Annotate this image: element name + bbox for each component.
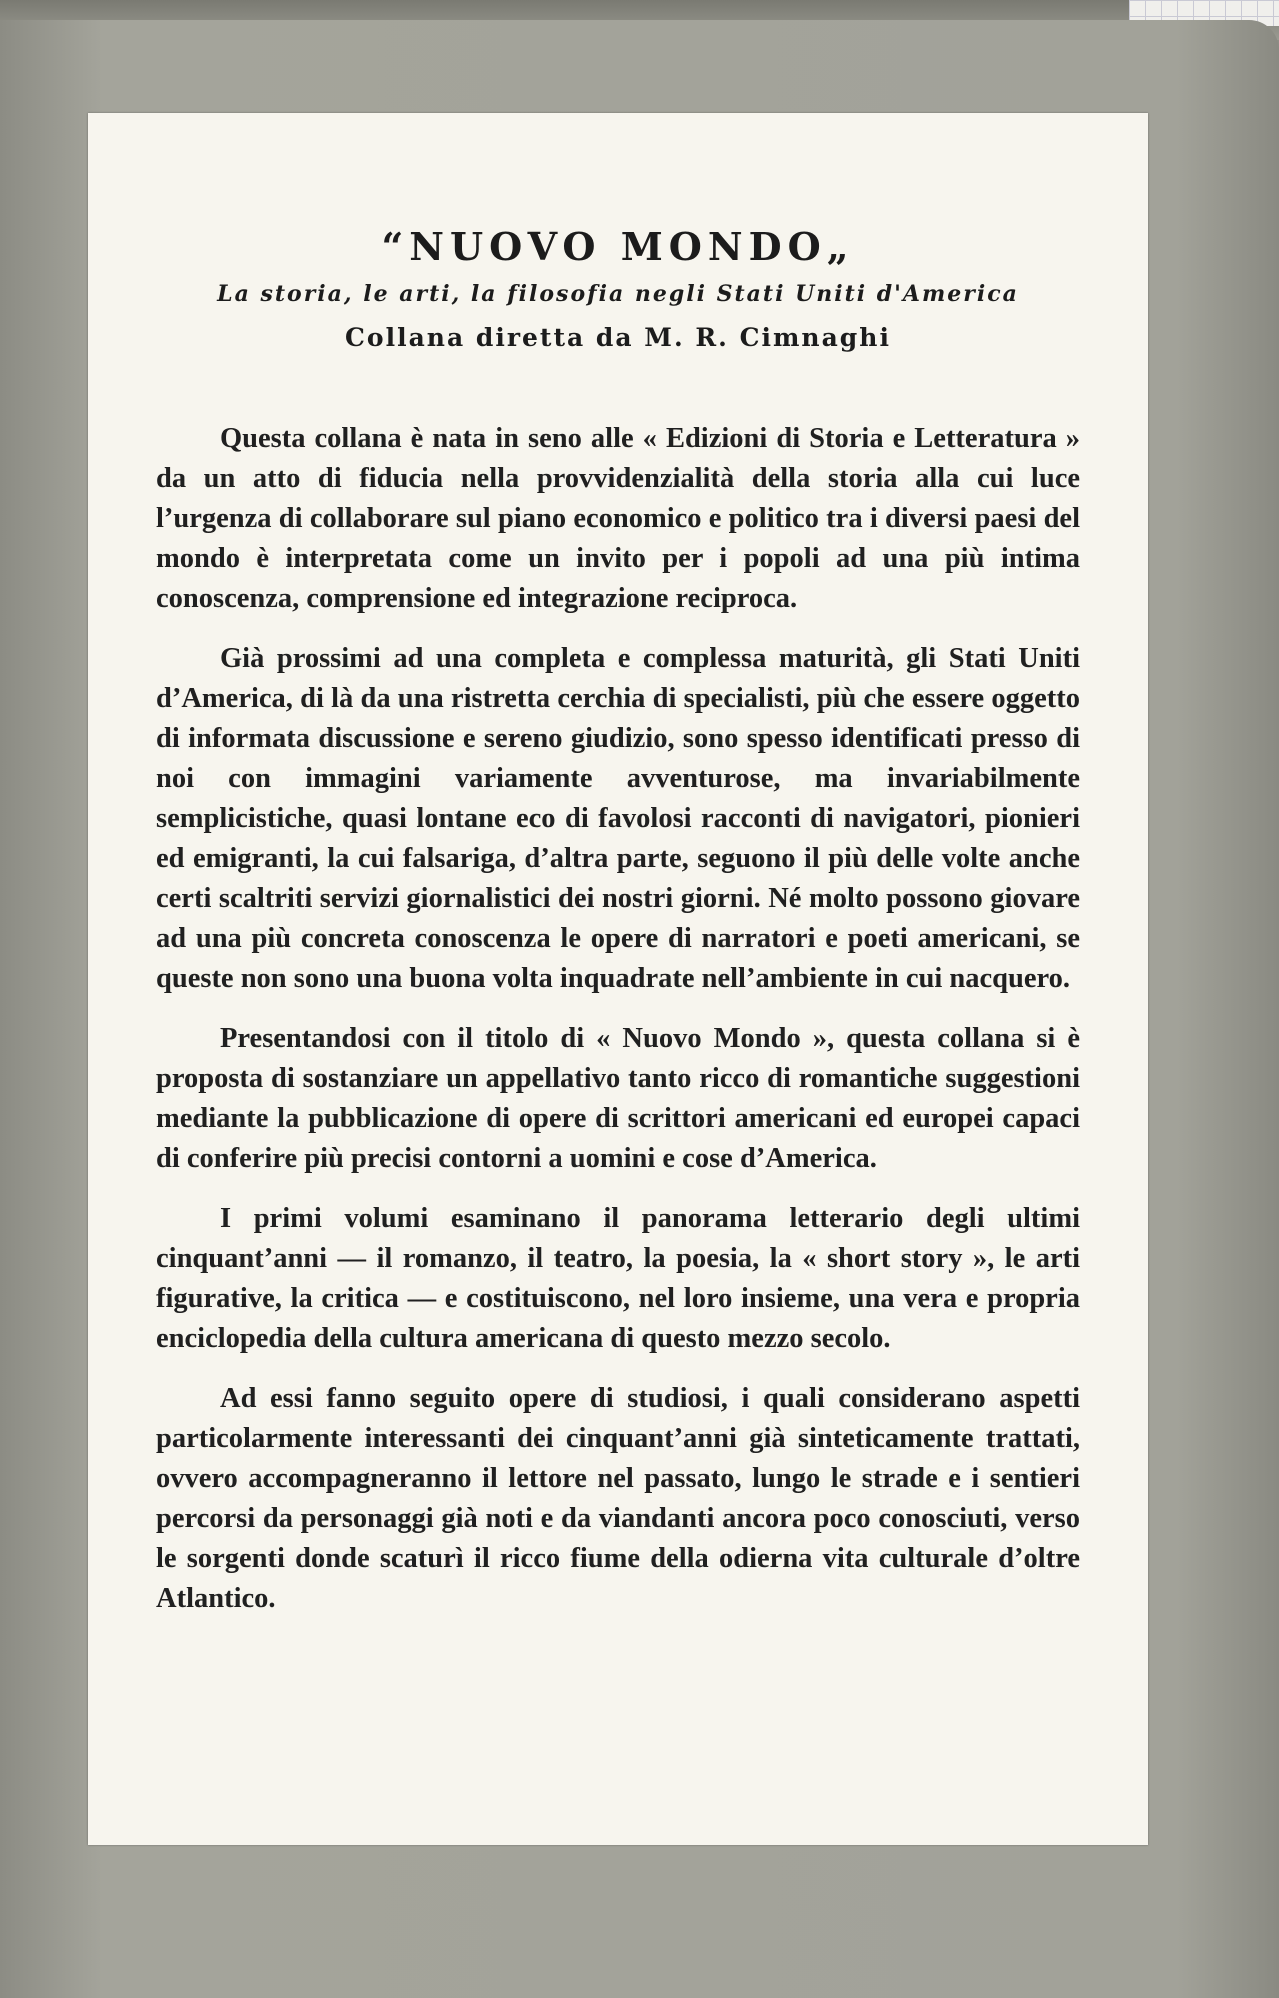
body-text (156, 419, 1080, 1619)
printed-sheet (88, 113, 1148, 1845)
series-subtitle: La storia, le arti, la filosofia negli Stati Uniti d'America (217, 281, 1019, 307)
paragraph: Già prossimi ad una completa e complessa maturità, gli Stati Uniti d’America, di là da una ristretta cerchia di specialisti, più che essere oggetto di informata discussione e sereno giudizio, sono spesso identificati presso di noi con immagini variamente avventurose, ma invariabilmente semplicistiche, quasi lontane eco di favolosi racconti di navigatori, pionieri ed emigranti, la cui falsariga, d’altra parte, seguono il più delle volte anche certi scaltriti servizi giornalistici dei nostri giorni. Né molto possono giovare ad una più concreta conoscenza le opere di narratori e poeti americani, se queste non sono una buona volta inquadrate nell’ambiente in cui nacquero. (156, 643, 1080, 994)
paragraph: Questa collana è nata in seno alle « Edizioni di Storia e Letteratura » da un atto di fiducia nella provvidenzialità della storia alla cui luce l’urgenza di collaborare sul piano economico e politico tra i diversi paesi del mondo è interpretata come un invito per i popoli ad una più intima conoscenza, comprensione ed integrazione reciproca. (156, 423, 1080, 614)
paragraph: I primi volumi esaminano il panorama letterario degli ultimi cinquant’anni — il romanzo, il teatro, la poesia, la « short story », le arti figurative, la critica — e costituiscono, nel loro insieme, una vera e propria enciclopedia della cultura americana di questo mezzo secolo. (156, 1203, 1080, 1354)
series-editor: Collana diretta da M. R. Cimnaghi (345, 323, 891, 352)
paragraph: Presentandosi con il titolo di « Nuovo Mondo », questa collana si è proposta di sostanziare un appellativo tanto ricco di romantiche suggestioni mediante la pubblicazione di opere di scrittori americani ed europei capaci di conferire più precisi contorni a uomini e cose d’America. (156, 1023, 1080, 1174)
paragraph: Ad essi fanno seguito opere di studiosi, i quali considerano aspetti particolarmente interessanti dei cinquant’anni già sinteticamente trattati, ovvero accompagneranno il lettore nel passato, lungo le strade e i sentieri percorsi da personaggi già noti e da viandanti ancora poco conosciuti, verso le sorgenti donde scaturì il ricco fiume della odierna vita culturale d’oltre Atlantico. (156, 1383, 1080, 1614)
series-title: “NUOVO MONDO„ (381, 224, 855, 269)
